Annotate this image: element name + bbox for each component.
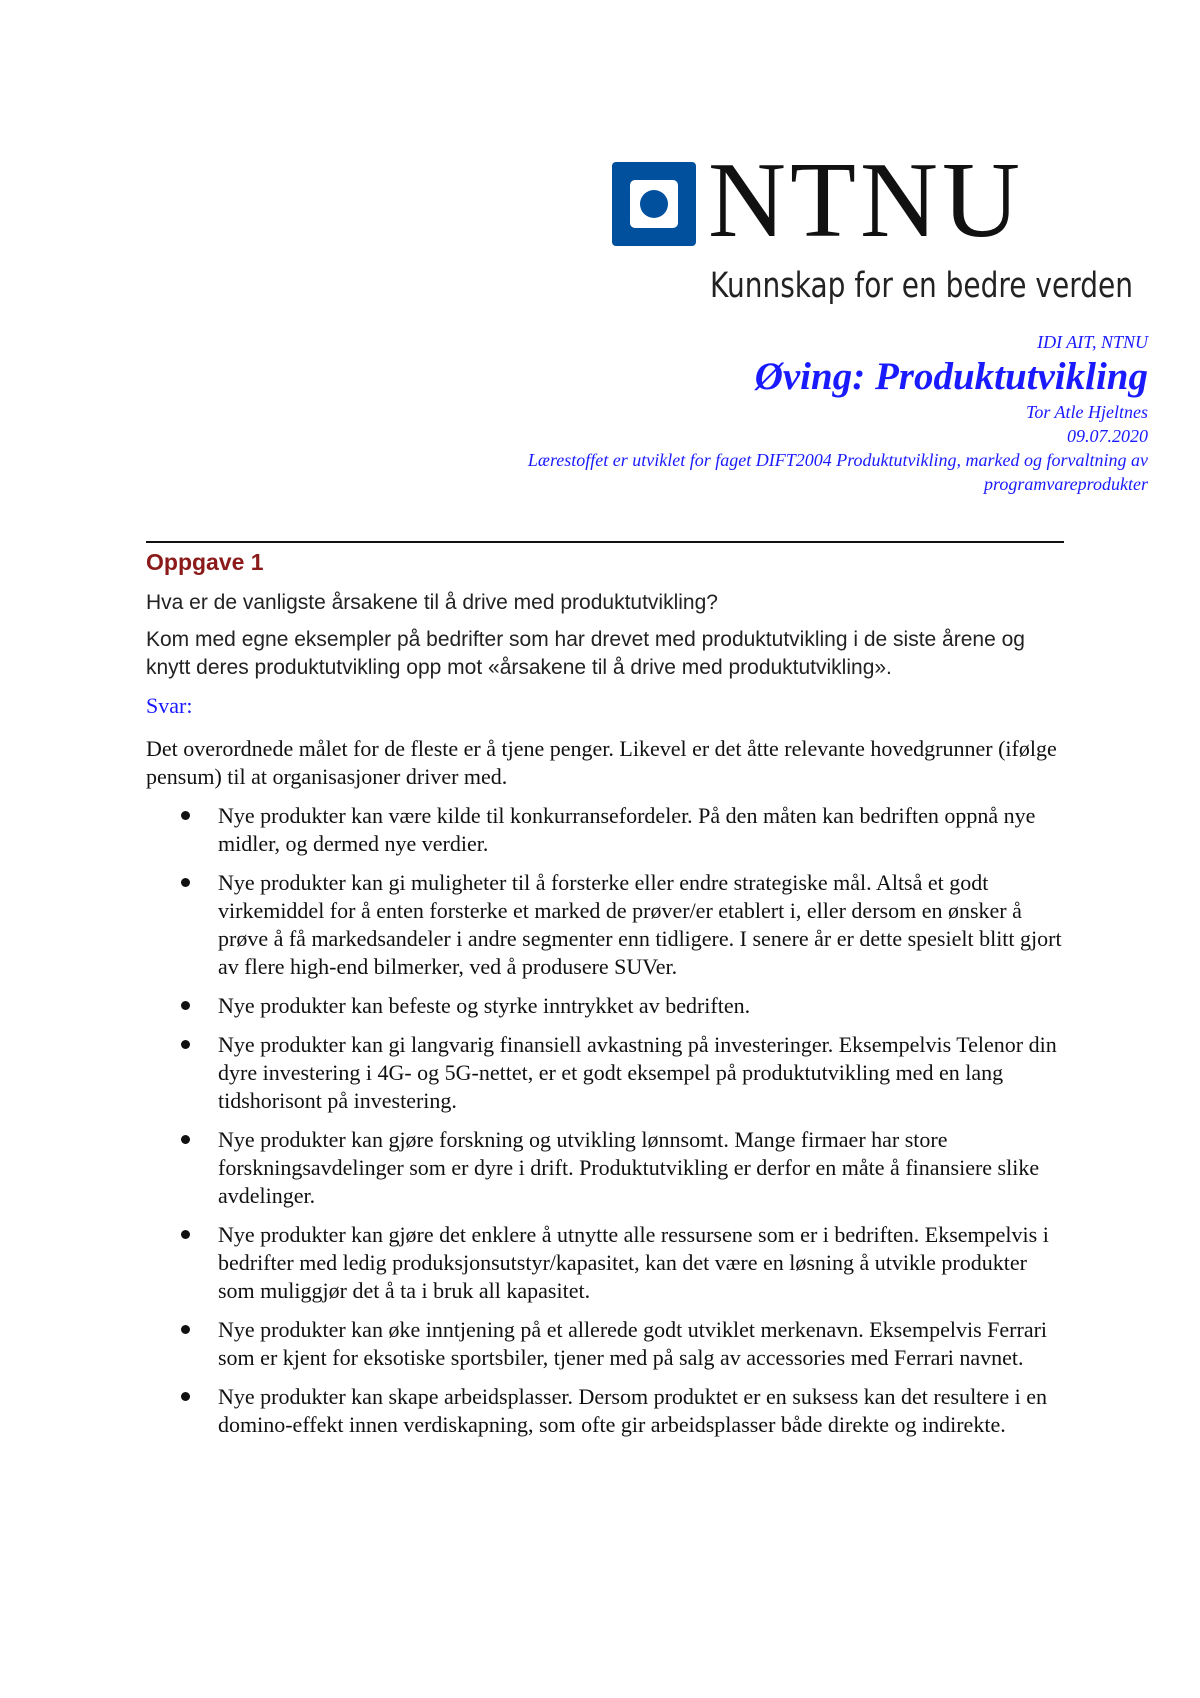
list-item-text: Nye produkter kan øke inntjening på et allerede godt utviklet merkenavn. Eksempelvis Ferrari som er kjent for eksotiske sportsbiler, tjener med på salg av accessories med Ferrari navnet. bbox=[218, 1317, 1048, 1370]
answer-label: Svar: bbox=[146, 693, 193, 718]
list-item-text: Nye produkter kan være kilde til konkurransefordeler. På den måten kan bedriften oppnå nye midler, og dermed nye verdier. bbox=[218, 803, 1036, 856]
course-note-line1: Lærestoffet er utviklet for faget DIFT2004 Produktutvikling, marked og forvaltning av bbox=[527, 450, 1148, 470]
list-item bbox=[146, 869, 1066, 981]
list-item-text: Nye produkter kan gjøre forskning og utvikling lønnsomt. Mange firmaer har store forskningsavdelinger som er dyre i drift. Produktutvikling er derfor en måte å finansiere slike avdelinger. bbox=[218, 1127, 1040, 1208]
bullet-icon bbox=[181, 1392, 190, 1401]
list-item bbox=[146, 802, 1066, 858]
bullet-icon bbox=[181, 1040, 190, 1049]
list-item-text: Nye produkter kan befeste og styrke inntrykket av bedriften. bbox=[218, 993, 751, 1018]
question-1: Hva er de vanligste årsakene til å drive med produktutvikling? bbox=[146, 591, 718, 614]
list-item-text: Nye produkter kan gi langvarig finansiell avkastning på investeringer. Eksempelvis Telenor din dyre investering i 4G- og 5G-nettet, er et godt eksempel på produktutvikling med en lang tidshorisont på investering. bbox=[218, 1032, 1057, 1113]
list-item bbox=[146, 1221, 1066, 1305]
list-item bbox=[146, 1031, 1066, 1115]
ntnu-logo-mark bbox=[612, 162, 696, 246]
reasons-list bbox=[146, 802, 1066, 1439]
list-item-text: Nye produkter kan gi muligheter til å forsterke eller endre strategiske mål. Altså et godt virkemiddel for å enten forsterke et marked de prøver/er etablert i, eller dersom en ønsker å prøve å få markedsandeler i andre segmenter enn tidligere. I senere år er dette spesielt blitt gjort av flere high-end bilmerker, ved å produsere SUVer. bbox=[218, 870, 1062, 979]
logo-slogan: Kunnskap for en bedre verden bbox=[710, 266, 1133, 306]
list-item bbox=[146, 1383, 1066, 1439]
list-item bbox=[146, 992, 1066, 1020]
task-content bbox=[146, 547, 1066, 1450]
course-note-line2: programvareprodukter bbox=[984, 474, 1148, 494]
date: 09.07.2020 bbox=[1067, 426, 1148, 446]
list-item-text: Nye produkter kan skape arbeidsplasser. Dersom produktet er en suksess kan det resultere i en domino-effekt innen verdiskapning, som ofte gir arbeidsplasser både direkte og indirekte. bbox=[218, 1384, 1048, 1437]
logo-wordmark: NTNU bbox=[708, 141, 1024, 260]
bullet-icon bbox=[181, 1135, 190, 1144]
task-title: Oppgave 1 bbox=[146, 549, 264, 575]
divider bbox=[146, 541, 1064, 543]
department: IDI AIT, NTNU bbox=[1037, 332, 1148, 352]
list-item-text: Nye produkter kan gjøre det enklere å utnytte alle ressursene som er i bedriften. Eksempelvis i bedrifter med ledig produksjonsutstyr/kapasitet, kan det være en løsning å utvikle produkter som muliggjør det å ta i bruk all kapasitet. bbox=[218, 1222, 1049, 1303]
page-title: Øving: Produktutvikling bbox=[754, 355, 1148, 398]
answer-intro: Det overordnede målet for de fleste er å tjene penger. Likevel er det åtte relevante hovedgrunner (ifølge pensum) til at organisasjoner driver med. bbox=[146, 736, 1057, 789]
document-header bbox=[248, 330, 1148, 496]
bullet-icon bbox=[181, 878, 190, 887]
author: Tor Atle Hjeltnes bbox=[1025, 402, 1148, 422]
list-item bbox=[146, 1316, 1066, 1372]
ntnu-logo bbox=[612, 141, 1152, 310]
question-2: Kom med egne eksempler på bedrifter som har drevet med produktutvikling i de siste årene og knytt deres produktutvikling opp mot «årsakene til å drive med produktutvikling». bbox=[146, 628, 1025, 679]
bullet-icon bbox=[181, 1325, 190, 1334]
bullet-icon bbox=[181, 811, 190, 820]
bullet-icon bbox=[181, 1001, 190, 1010]
list-item bbox=[146, 1126, 1066, 1210]
bullet-icon bbox=[181, 1230, 190, 1239]
